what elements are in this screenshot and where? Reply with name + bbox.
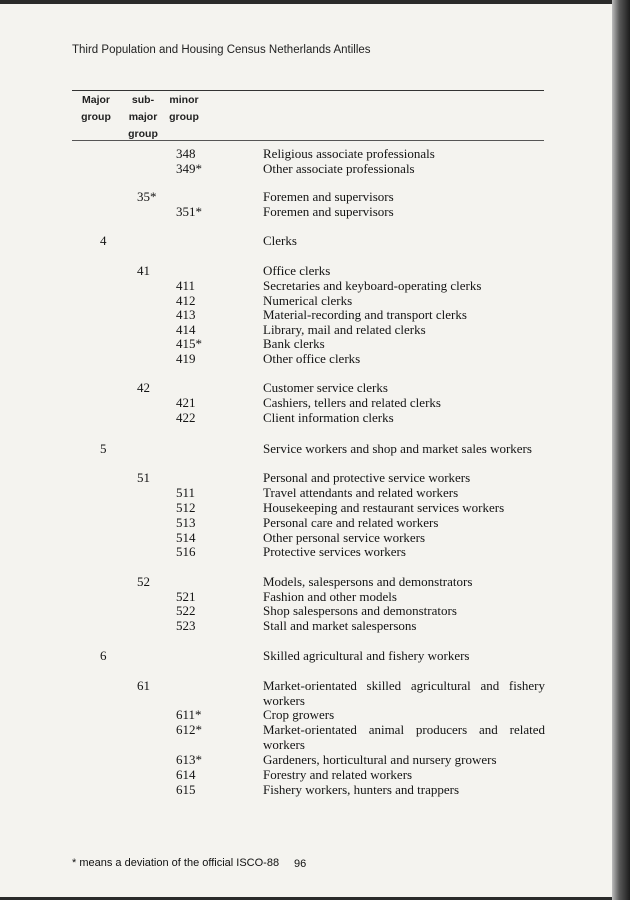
occupation-label: Other personal service workers — [263, 530, 426, 545]
minor-group-code: 412 — [176, 293, 196, 308]
occupation-label: Travel attendants and related workers — [263, 485, 459, 500]
occupation-label: Other associate professionals — [263, 161, 415, 176]
minor-group-code: 612* — [176, 722, 202, 737]
minor-group-code: 413 — [176, 307, 196, 322]
occupation-label: Stall and market salespersons — [263, 618, 417, 633]
minor-group-code: 522 — [176, 603, 196, 618]
minor-group-code: 411 — [176, 278, 196, 293]
minor-group-code: 513 — [176, 515, 196, 530]
column-header-rule — [72, 140, 544, 141]
occupation-label: Library, mail and related clerks — [263, 322, 426, 337]
minor-group-code: 348 — [176, 146, 196, 161]
major-group-code: 5 — [100, 441, 107, 456]
occupation-label: Clerks — [263, 233, 297, 248]
minor-group-code: 523 — [176, 618, 196, 633]
minor-group-code: 421 — [176, 395, 196, 410]
sub-major-group-code: 42 — [137, 380, 150, 395]
minor-group-code: 615 — [176, 782, 196, 797]
book-spine-shadow — [612, 0, 630, 900]
label-line: workers — [263, 737, 305, 752]
occupation-label: Service workers and shop and market sales workers — [263, 441, 532, 456]
occupation-label — [263, 722, 545, 752]
occupation-label: Numerical clerks — [263, 293, 353, 308]
sub-major-group-code: 41 — [137, 263, 150, 278]
minor-group-code: 611* — [176, 707, 202, 722]
page-number: 96 — [294, 858, 307, 870]
minor-group-code: 349* — [176, 161, 202, 176]
occupation-label: Bank clerks — [263, 336, 325, 351]
header-rule — [72, 90, 544, 91]
occupation-label: Fishery workers, hunters and trappers — [263, 782, 460, 797]
column-header-line: major — [128, 111, 158, 123]
occupation-label: Office clerks — [263, 263, 331, 278]
minor-group-code: 511 — [176, 485, 196, 500]
column-header-line: group — [128, 128, 158, 140]
sub-major-group-code: 51 — [137, 470, 150, 485]
occupation-label: Crop growers — [263, 707, 335, 722]
column-header-line: group — [169, 111, 199, 123]
occupation-label: Foremen and supervisors — [263, 189, 394, 204]
occupation-label: Shop salespersons and demonstrators — [263, 603, 457, 618]
occupation-label: Models, salespersons and demonstrators — [263, 574, 473, 589]
occupation-label: Secretaries and keyboard-operating clerks — [263, 278, 482, 293]
occupation-label: Gardeners, horticultural and nursery growers — [263, 752, 497, 767]
occupation-label: Foremen and supervisors — [263, 204, 394, 219]
occupation-label: Material-recording and transport clerks — [263, 307, 467, 322]
minor-group-code: 614 — [176, 767, 196, 782]
occupation-label: Skilled agricultural and fishery workers — [263, 648, 470, 663]
column-header-minor-group — [164, 92, 204, 126]
occupation-label — [263, 678, 545, 708]
occupation-label: Customer service clerks — [263, 380, 388, 395]
occupation-label: Religious associate professionals — [263, 146, 435, 161]
column-header-line: group — [81, 111, 111, 123]
label-line: Market-orientated animal producers and related — [263, 722, 545, 737]
footnote: * means a deviation of the official ISCO-88 — [72, 857, 280, 869]
running-header: Third Population and Housing Census Netherlands Antilles — [72, 44, 371, 56]
minor-group-code: 414 — [176, 322, 196, 337]
minor-group-code: 419 — [176, 351, 196, 366]
document-page — [0, 4, 612, 897]
minor-group-code: 516 — [176, 544, 196, 559]
minor-group-code: 351* — [176, 204, 202, 219]
occupation-label: Protective services workers — [263, 544, 406, 559]
label-line: Market-orientated skilled agricultural and fishery — [263, 678, 545, 693]
sub-major-group-code: 61 — [137, 678, 150, 693]
column-header-major-group — [70, 92, 122, 126]
occupation-label: Personal care and related workers — [263, 515, 439, 530]
major-group-code: 4 — [100, 233, 107, 248]
occupation-label: Cashiers, tellers and related clerks — [263, 395, 441, 410]
column-header-line: minor — [169, 94, 199, 106]
major-group-code: 6 — [100, 648, 107, 663]
minor-group-code: 514 — [176, 530, 196, 545]
minor-group-code: 512 — [176, 500, 196, 515]
minor-group-code: 422 — [176, 410, 196, 425]
occupation-label: Housekeeping and restaurant services workers — [263, 500, 505, 515]
occupation-label: Personal and protective service workers — [263, 470, 471, 485]
column-header-sub-major-group — [121, 92, 165, 143]
minor-group-code: 613* — [176, 752, 202, 767]
minor-group-code: 415* — [176, 336, 202, 351]
sub-major-group-code: 52 — [137, 574, 150, 589]
minor-group-code: 521 — [176, 589, 196, 604]
label-line: workers — [263, 693, 305, 708]
column-header-line: sub- — [131, 94, 155, 106]
occupation-label: Other office clerks — [263, 351, 361, 366]
occupation-label: Client information clerks — [263, 410, 394, 425]
column-header-line: Major — [81, 94, 110, 106]
occupation-label: Fashion and other models — [263, 589, 397, 604]
occupation-label: Forestry and related workers — [263, 767, 413, 782]
sub-major-group-code: 35* — [137, 189, 157, 204]
